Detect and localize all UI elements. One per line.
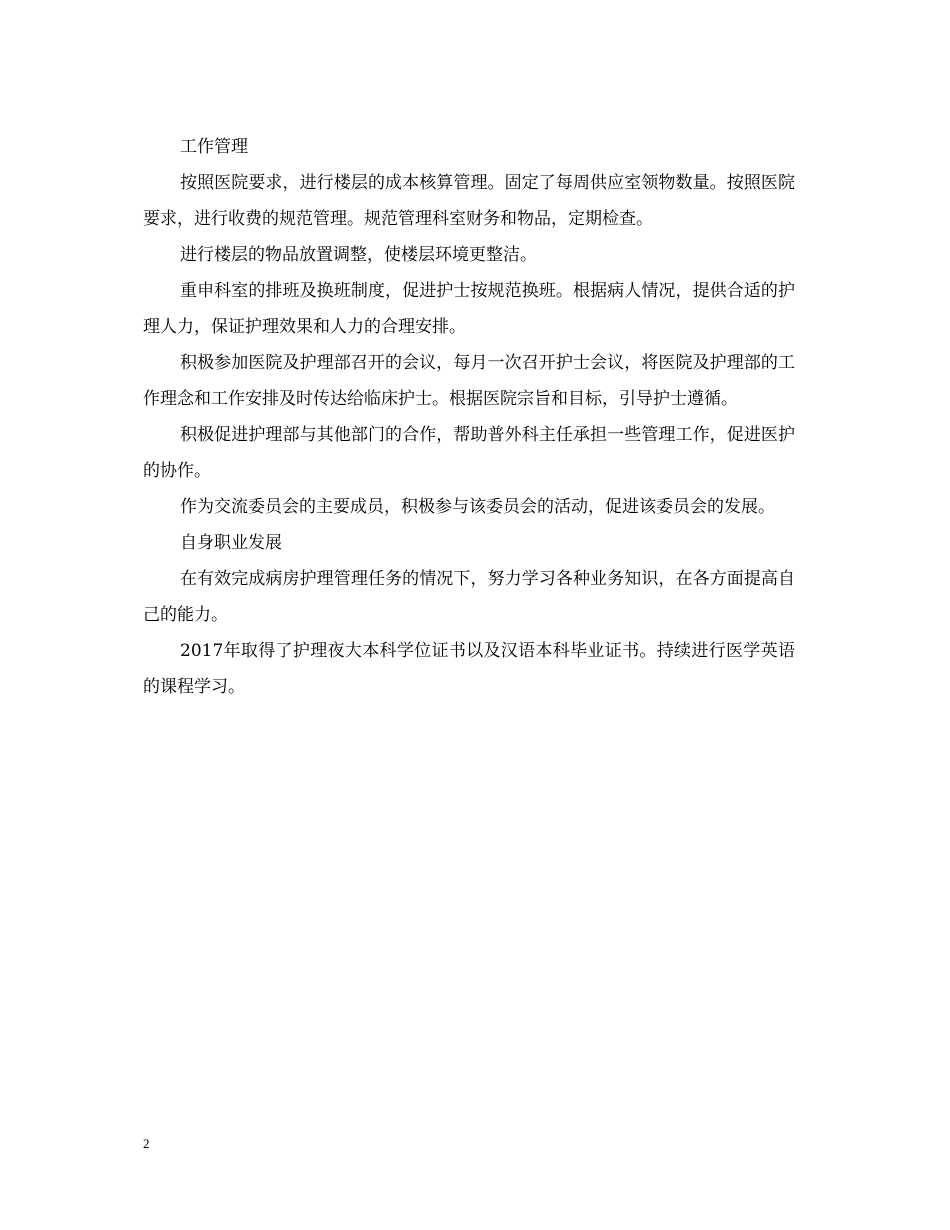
paragraph-scheduling: 重申科室的排班及换班制度，促进护士按规范换班。根据病人情况，提供合适的护理人力，保证护理效果和人力的合理安排。 bbox=[143, 281, 795, 337]
paragraph-meetings: 积极参加医院及护理部召开的会议，每月一次召开护士会议，将医院及护理部的工作理念和工作安排及时传达给临床护士。根据医院宗旨和目标，引导护士遵循。 bbox=[143, 353, 795, 409]
paragraph-certificates: 2017年取得了护理夜大本科学位证书以及汉语本科毕业证书。持续进行医学英语的课程学习。 bbox=[143, 641, 795, 697]
paragraph-committee: 作为交流委员会的主要成员，积极参与该委员会的活动，促进该委员会的发展。 bbox=[180, 497, 775, 517]
section-heading-work-management: 工作管理 bbox=[180, 137, 248, 157]
page-number: 2 bbox=[143, 1136, 150, 1151]
document-body bbox=[143, 129, 795, 705]
paragraph-cost-management: 按照医院要求，进行楼层的成本核算管理。固定了每周供应室领物数量。按照医院要求，进行收费的规范管理。规范管理科室财务和物品，定期检查。 bbox=[143, 173, 795, 229]
paragraph-floor-arrangement: 进行楼层的物品放置调整，使楼层环境更整洁。 bbox=[180, 245, 537, 265]
paragraph-cooperation: 积极促进护理部与其他部门的合作，帮助普外科主任承担一些管理工作，促进医护的协作。 bbox=[143, 425, 795, 481]
paragraph-learning: 在有效完成病房护理管理任务的情况下，努力学习各种业务知识，在各方面提高自己的能力。 bbox=[143, 569, 795, 625]
section-heading-career-development: 自身职业发展 bbox=[180, 533, 282, 553]
